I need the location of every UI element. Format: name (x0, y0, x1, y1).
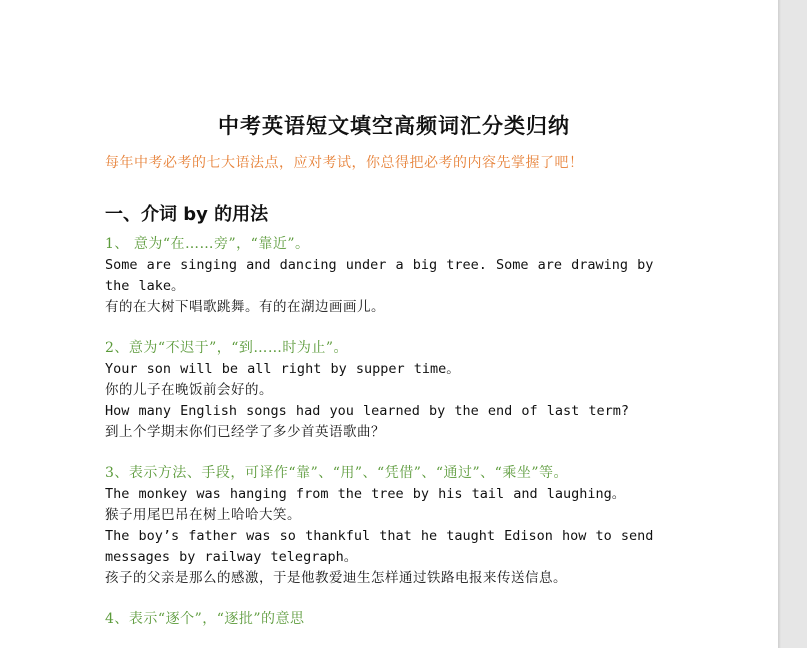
usage-item-heading: 3、表示方法、手段，可译作“靠”、“用”、“凭借”、“通过”、“乘坐”等。 (105, 465, 568, 481)
page-edge-shadow (778, 0, 781, 648)
example-sentence-cn: 孩子的父亲是那么的感激，于是他教爱迪生怎样通过铁路电报来传送信息。 (105, 570, 567, 586)
usage-item-heading: 2、意为“不迟于”，“到……时为止”。 (105, 340, 349, 356)
usage-item-1 (105, 234, 675, 318)
document-subtitle: 每年中考必考的七大语法点，应对考试，你总得把必考的内容先掌握了吧！ (105, 155, 584, 171)
usage-item-3 (105, 463, 675, 589)
example-sentence-en: The boy’s father was so thankful that he taught Edison how to send messages by railway telegraph。 (105, 528, 654, 565)
usage-item-4 (105, 609, 675, 630)
document-body (105, 110, 675, 648)
example-sentence-en: Some are singing and dancing under a big tree. Some are drawing by the lake。 (105, 257, 654, 294)
example-sentence-en: Your son will be all right by supper time。 (105, 361, 460, 377)
example-sentence-cn: 你的儿子在晚饭前会好的。 (105, 382, 273, 398)
example-sentence-cn: 到上个学期末你们已经学了多少首英语歌曲？ (105, 424, 385, 440)
example-sentence-cn: 有的在大树下唱歌跳舞。有的在湖边画画儿。 (105, 299, 385, 315)
section-heading: 一、介词 by 的用法 (105, 204, 269, 225)
usage-item-heading: 1、 意为“在……旁”，“靠近”。 (105, 236, 310, 252)
example-sentence-en: How many English songs had you learned by the end of last term? (105, 403, 630, 419)
example-sentence-en: The monkey was hanging from the tree by his tail and laughing。 (105, 486, 626, 502)
example-sentence-cn: 猴子用尾巴吊在树上哈哈大笑。 (105, 507, 301, 523)
document-title: 中考英语短文填空高频词汇分类归纳 (218, 113, 570, 138)
usage-item-2 (105, 338, 675, 443)
usage-item-heading: 4、表示“逐个”，“逐批”的意思 (105, 611, 305, 627)
